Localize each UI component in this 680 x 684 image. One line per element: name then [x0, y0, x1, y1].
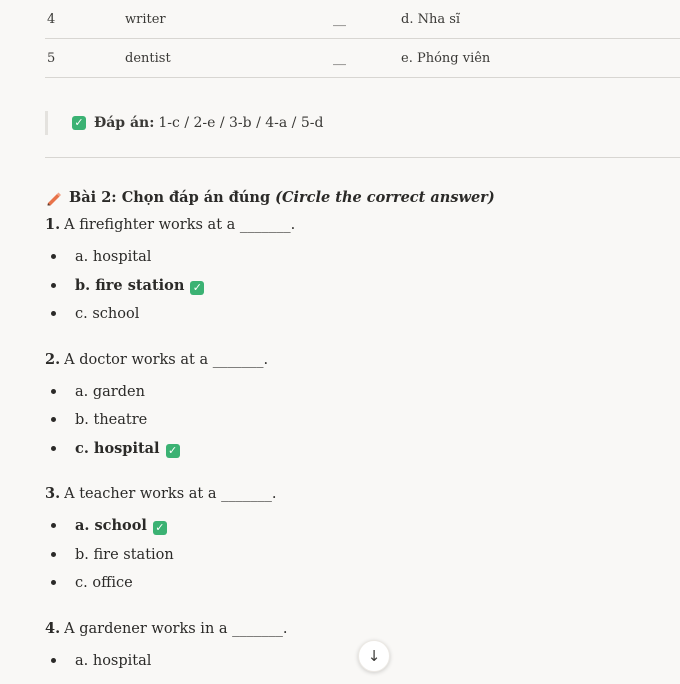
- row-blank: __: [333, 0, 401, 39]
- list-item: [45, 573, 680, 602]
- option-text: b. fire station: [75, 276, 185, 294]
- list-item-correct: [45, 276, 680, 305]
- option-text: a. hospital: [75, 249, 152, 265]
- exercise-title: Bài 2: Chọn đáp án đúng: [69, 189, 271, 206]
- question: [45, 350, 680, 370]
- question-text: A teacher works at a _______.: [64, 486, 277, 502]
- list-item: [45, 304, 680, 333]
- question-block: [45, 350, 680, 468]
- arrow-down-icon: ↓: [367, 647, 381, 665]
- check-box-icon: ✓: [166, 444, 180, 458]
- question-block: [45, 484, 680, 602]
- list-item: [45, 545, 680, 574]
- row-number: 5: [45, 39, 125, 78]
- check-box-icon: ✓: [72, 116, 86, 130]
- answer-blockquote: [45, 111, 680, 135]
- check-box-icon: ✓: [190, 281, 204, 295]
- check-box-icon: ✓: [153, 521, 167, 535]
- table-row: [45, 0, 680, 39]
- list-item-correct: [45, 516, 680, 545]
- row-word: dentist: [125, 39, 333, 78]
- divider: [45, 157, 680, 158]
- question-number: 3.: [45, 485, 61, 502]
- row-meaning: e. Phóng viên: [401, 39, 680, 78]
- exercise-subtitle: (Circle the correct answer): [275, 189, 495, 206]
- option-text: a. school: [75, 517, 147, 534]
- row-word: writer: [125, 0, 333, 39]
- answer-label: Đáp án:: [94, 115, 155, 131]
- exercise-heading: [45, 189, 680, 206]
- question: [45, 619, 680, 639]
- option-text: c. office: [75, 575, 133, 591]
- content-column: [45, 0, 680, 679]
- option-list: [45, 516, 680, 602]
- row-meaning: d. Nha sĩ: [401, 0, 680, 39]
- option-list: [45, 382, 680, 468]
- scroll-to-bottom-button[interactable]: [358, 640, 390, 672]
- option-text: b. theatre: [75, 412, 148, 428]
- option-text: c. school: [75, 306, 140, 322]
- pencil-icon: [45, 190, 63, 206]
- question-text: A doctor works at a _______.: [64, 351, 269, 368]
- question-number: 1.: [45, 216, 61, 233]
- row-number: 4: [45, 0, 125, 39]
- option-text: c. hospital: [75, 439, 160, 457]
- question: [45, 484, 680, 504]
- option-text: b. fire station: [75, 546, 174, 563]
- matching-table: [45, 0, 680, 78]
- answer-value: 1-c / 2-e / 3-b / 4-a / 5-d: [158, 115, 324, 131]
- option-list: [45, 247, 680, 333]
- question-text: A gardener works in a _______.: [64, 620, 288, 637]
- row-blank: __: [333, 39, 401, 78]
- question-number: 4.: [45, 619, 61, 637]
- table-row: [45, 39, 680, 78]
- option-text: a. garden: [75, 383, 145, 400]
- question-text: A firefighter works at a _______.: [64, 217, 296, 233]
- question-number: 2.: [45, 350, 61, 368]
- list-item-correct: [45, 439, 680, 468]
- list-item: [45, 382, 680, 411]
- question-block: [45, 215, 680, 333]
- list-item: [45, 410, 680, 439]
- option-text: a. hospital: [75, 652, 152, 669]
- list-item: [45, 247, 680, 276]
- question: [45, 215, 680, 235]
